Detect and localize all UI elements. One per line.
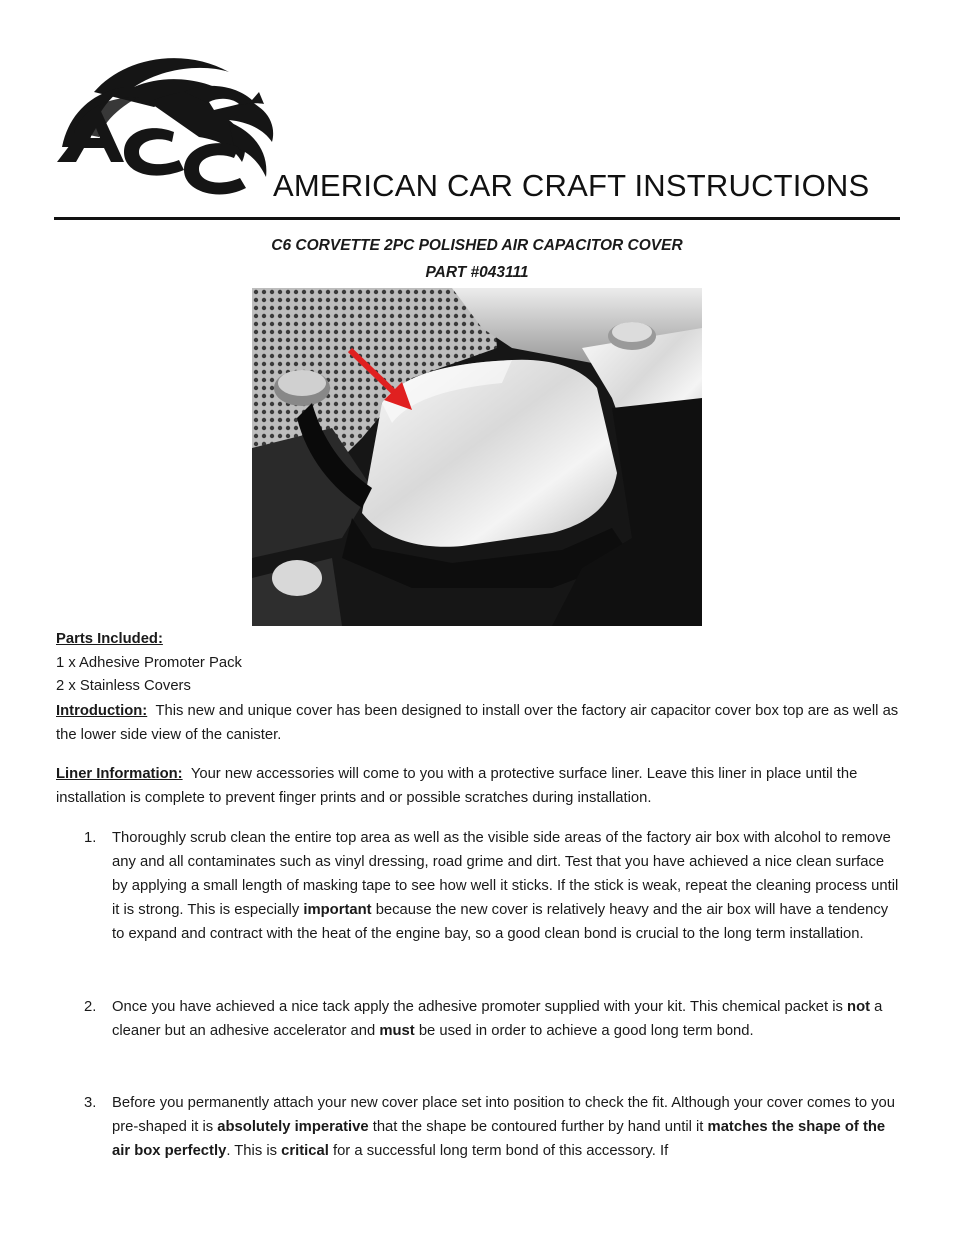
liner-heading: Liner Information: <box>56 766 183 782</box>
introduction-heading: Introduction: <box>56 703 148 719</box>
parts-item: 2 x Stainless Covers <box>56 678 191 694</box>
parts-item: 1 x Adhesive Promoter Pack <box>56 655 242 671</box>
step-text: Thoroughly scrub clean the entire top area as well as the visible side areas of the factory air box with alcohol to remove any and all contaminates such as vinyl dressing, road grime and dirt. Test that you have achieved a nice clean surface by applying a small length of masking tape to see how well it sticks. If the stick is weak, repeat the cleaning process until it is strong. This is especially important because the new cover is relatively heavy and the air box will have a tendency to expand and contract with the heat of the engine bay, so a good clean bond is crucial to the long term installation. <box>112 830 899 942</box>
eagle-logo-icon <box>54 52 276 204</box>
header-divider <box>54 217 900 220</box>
parts-heading: Parts Included: <box>56 631 163 647</box>
introduction-text: This new and unique cover has been designed to install over the factory air capacitor cover box top are as well as the lower side view of the canister. <box>56 703 899 743</box>
introduction-paragraph <box>56 699 901 747</box>
step-number: 1. <box>84 830 97 846</box>
step-number: 3. <box>84 1095 97 1111</box>
step-text: Once you have achieved a nice tack apply the adhesive promoter supplied with your kit. This chemical packet is not a cleaner but an adhesive accelerator and must be used in order to achieve a good long term bond. <box>112 999 883 1039</box>
step-text: Before you permanently attach your new cover place set into position to check the fit. Although your cover comes to you pre-shaped it is absolutely imperative that the shape be contoured further by hand until it matches the shape of the air box perfectly. This is critical for a successful long term bond of this accessory. If <box>112 1095 896 1159</box>
step-number: 2. <box>84 999 97 1015</box>
acc-logo <box>54 52 276 204</box>
product-name: C6 CORVETTE 2PC POLISHED AIR CAPACITOR COVER <box>271 237 683 254</box>
liner-text: Your new accessories will come to you with a protective surface liner. Leave this liner in place until the installation is complete to prevent finger prints and or possible scratches during installation. <box>56 766 858 806</box>
part-number: PART #043111 <box>425 264 529 281</box>
product-photo <box>252 288 702 626</box>
liner-paragraph <box>56 762 901 810</box>
step-2 <box>56 995 901 1043</box>
engine-bay-image <box>252 288 702 626</box>
step-1 <box>56 826 901 946</box>
step-3 <box>56 1091 901 1163</box>
document-title: AMERICAN CAR CRAFT INSTRUCTIONS <box>273 168 870 203</box>
